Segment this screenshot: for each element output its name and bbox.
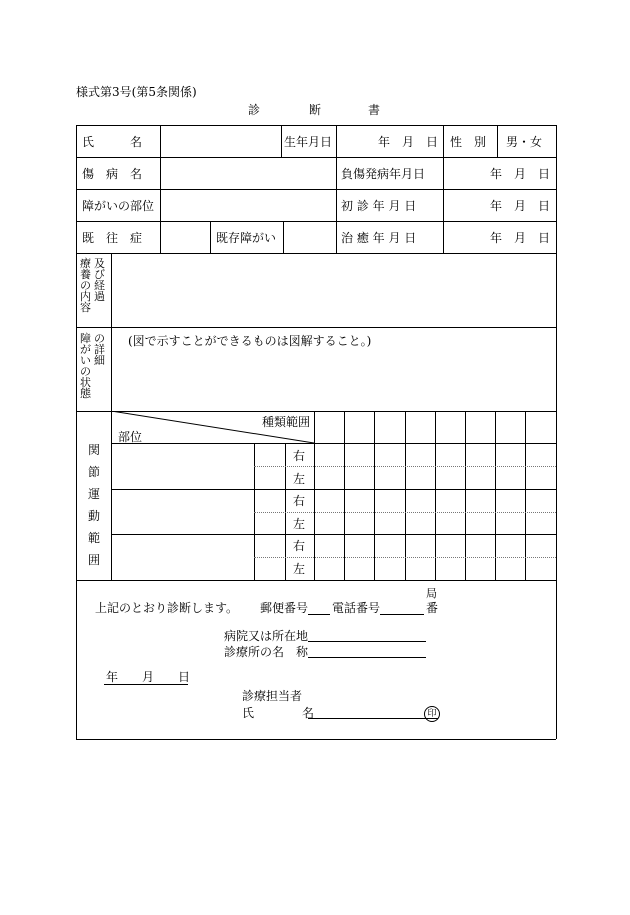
disability-part-field[interactable] <box>162 200 334 214</box>
first-visit-date-value[interactable]: 年 月 日 <box>490 199 551 213</box>
bureau-label: 局 <box>426 587 437 600</box>
postal-code-label: 郵便番号 <box>260 601 309 615</box>
name-field[interactable] <box>162 136 280 150</box>
title-char-3: 書 <box>368 103 381 117</box>
rom-right-3: 右 <box>293 539 306 553</box>
past-illness-label: 既 往 症 <box>82 231 143 245</box>
rom-side-char-6: 囲 <box>88 553 101 567</box>
title-char-1: 診 <box>248 103 261 117</box>
sex-label: 性 別 <box>450 135 487 149</box>
seal-icon: 印 <box>424 706 440 722</box>
disability-detail-label-col2: の詳細 <box>94 332 105 367</box>
phone-label: 電話番号 <box>332 601 381 615</box>
rom-header-part: 部位 <box>118 430 143 444</box>
sex-value[interactable]: 男・女 <box>506 135 543 149</box>
disability-detail-note: (図で示すことができるものは図解すること。) <box>128 334 372 348</box>
clinic-name-line[interactable] <box>308 657 426 658</box>
form-number: 様式第3号(第5条関係) <box>76 85 197 99</box>
disability-part-label: 障がいの部位 <box>82 199 155 213</box>
treatment-label-col2: 及び経過 <box>94 257 105 303</box>
title-char-2: 断 <box>309 103 322 117</box>
rom-side-char-5: 範 <box>88 531 101 545</box>
issue-date[interactable]: 年 月 日 <box>106 670 191 684</box>
hospital-address-line[interactable] <box>308 641 426 642</box>
diagnosis-statement: 上記のとおり診断します。 <box>95 601 239 615</box>
cure-date-value[interactable]: 年 月 日 <box>490 231 551 245</box>
postal-code-line[interactable] <box>308 614 330 615</box>
phone-line[interactable] <box>380 614 424 615</box>
injury-onset-date-label: 負傷発病年月日 <box>341 167 426 181</box>
rom-side-char-2: 節 <box>88 465 101 479</box>
disability-detail-label-col1: 障がいの状態 <box>80 332 91 400</box>
treatment-content-field[interactable] <box>114 256 554 324</box>
injury-onset-date-value[interactable]: 年 月 日 <box>490 167 551 181</box>
clinic-name-label: 診療所の名 称 <box>224 645 309 659</box>
birth-date-label: 生年月日 <box>284 135 333 149</box>
rom-side-char-1: 関 <box>88 443 101 457</box>
rom-left-1: 左 <box>293 472 306 486</box>
name-label: 氏 名 <box>82 135 143 149</box>
doctor-name-line[interactable] <box>308 718 438 719</box>
rom-side-char-4: 動 <box>88 509 101 523</box>
doctor-name-label: 氏 名 <box>242 706 315 720</box>
hospital-address-label: 病院又は所在地 <box>224 629 309 643</box>
issue-date-underline <box>104 684 188 685</box>
disease-name-field[interactable] <box>162 168 334 182</box>
doctor-label: 診療担当者 <box>242 689 303 703</box>
rom-left-2: 左 <box>293 517 306 531</box>
rom-left-3: 左 <box>293 562 306 576</box>
rom-side-char-3: 運 <box>88 487 101 501</box>
existing-disability-label: 既存障がい <box>216 231 277 245</box>
disability-detail-field[interactable] <box>114 352 554 408</box>
first-visit-date-label: 初 診 年 月 日 <box>341 199 417 213</box>
birth-date-value[interactable]: 年 月 日 <box>378 135 439 149</box>
disease-name-label: 傷 病 名 <box>82 167 143 181</box>
rom-right-1: 右 <box>293 449 306 463</box>
cure-date-label: 治 癒 年 月 日 <box>341 231 417 245</box>
treatment-label-col1: 療養の内容 <box>80 257 91 314</box>
rom-header-type: 種類範囲 <box>262 415 311 429</box>
ban-label: 番 <box>426 601 439 615</box>
rom-right-2: 右 <box>293 494 306 508</box>
